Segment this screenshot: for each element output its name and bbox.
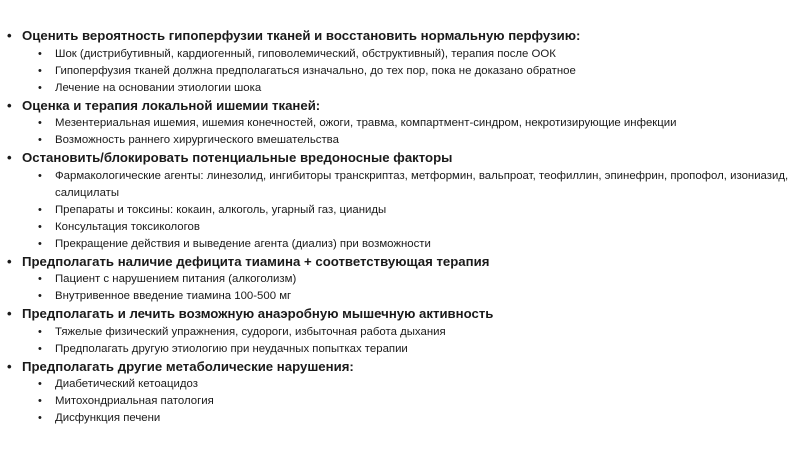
bullet-dot-icon: • — [38, 325, 42, 338]
list-item-text: Лечение на основании этиологии шока — [55, 81, 262, 94]
bullet-dot-icon: • — [38, 117, 42, 129]
list-item — [0, 376, 790, 393]
section-heading-text: Предполагать наличие дефицита тиамина + соответствующая терапия — [22, 253, 490, 269]
bullet-dot-icon: • — [38, 169, 42, 182]
list-item-text: Диабетический кетоацидоз — [55, 378, 198, 390]
list-item — [0, 288, 790, 305]
section-harmful-factors — [0, 149, 800, 253]
list-item — [0, 202, 790, 219]
list-item — [0, 168, 790, 202]
bullet-dot-icon: • — [38, 342, 42, 355]
list-item-text: Фармакологические агенты: линезолид, ингибиторы транскриптаз, метформин, вальпроат, теофиллин, эпинефрин, пропофол, изониазид, салицилаты — [55, 169, 789, 199]
bullet-dot-icon: • — [38, 64, 42, 77]
bullet-dot-icon: • — [38, 378, 42, 390]
section-heading-text: Оценка и терапия локальной ишемии тканей: — [22, 97, 321, 113]
list-item — [0, 219, 790, 236]
list-item-text: Предполагать другую этиологию при неудачных попытках терапии — [55, 342, 408, 355]
section-heading-text: Оценить вероятность гипоперфузии тканей и восстановить нормальную перфузию: — [22, 28, 581, 43]
section-heading — [0, 358, 800, 377]
list-item-text: Пациент с нарушением питания (алкоголизм) — [55, 273, 297, 285]
list-item — [0, 80, 790, 97]
bullet-dot-icon: • — [38, 273, 42, 285]
bullet-dot-icon: • — [38, 134, 42, 146]
list-item-text: Шок (дистрибутивный, кардиогенный, гиповолемический, обструктивный), терапия после ООК — [55, 47, 556, 60]
bullet-dot-icon: • — [38, 395, 42, 407]
section-heading — [0, 97, 800, 116]
list-item — [0, 63, 790, 80]
list-item-text: Прекращение действия и выведение агента (диализ) при возможности — [55, 237, 431, 250]
list-item-text: Внутривенное введение тиамина 100-500 мг — [55, 290, 292, 302]
section-heading-text: Предполагать другие метаболические нарушения: — [22, 358, 354, 374]
section-heading — [0, 305, 800, 324]
list-item — [0, 410, 790, 427]
bullet-dot-icon: • — [38, 237, 42, 250]
bullet-dot-icon: • — [38, 81, 42, 94]
section-local-ischemia — [0, 97, 800, 150]
bullet-dot-icon: • — [7, 358, 12, 374]
list-item — [0, 324, 790, 341]
section-tissue-hypoperfusion — [0, 27, 800, 97]
bullet-dot-icon: • — [7, 28, 12, 43]
list-item — [0, 271, 790, 288]
section-heading-text: Предполагать и лечить возможную анаэробную мышечную активность — [22, 306, 494, 321]
list-item-text: Гипоперфузия тканей должна предполагаться изначально, до тех пор, пока не доказано обратное — [55, 64, 576, 77]
bullet-dot-icon: • — [38, 290, 42, 302]
bullet-outline — [0, 27, 800, 427]
section-anaerobic-activity — [0, 305, 800, 358]
section-heading — [0, 27, 800, 46]
bullet-dot-icon: • — [7, 306, 12, 321]
list-item — [0, 341, 790, 358]
list-item — [0, 115, 790, 132]
bullet-dot-icon: • — [38, 203, 42, 216]
bullet-dot-icon: • — [38, 47, 42, 60]
list-item-text: Митохондриальная патология — [55, 395, 214, 407]
list-item — [0, 132, 790, 149]
section-metabolic-disorders — [0, 358, 800, 428]
section-heading — [0, 253, 800, 272]
list-item-text: Мезентериальная ишемия, ишемия конечностей, ожоги, травма, компартмент-синдром, некротизирующие инфекции — [55, 117, 677, 129]
section-thiamine-deficiency — [0, 253, 800, 306]
section-heading — [0, 149, 800, 168]
list-item — [0, 46, 790, 63]
list-item-text: Тяжелые физический упражнения, судороги, избыточная работа дыхания — [55, 325, 446, 338]
list-item-text: Препараты и токсины: кокаин, алкоголь, угарный газ, цианиды — [55, 203, 387, 216]
list-item-text: Консультация токсикологов — [55, 220, 200, 233]
list-item — [0, 393, 790, 410]
list-item — [0, 236, 790, 253]
section-heading-text: Остановить/блокировать потенциальные вредоносные факторы — [22, 150, 453, 165]
bullet-dot-icon: • — [7, 253, 12, 269]
list-item-text: Дисфункция печени — [55, 412, 161, 424]
list-item-text: Возможность раннего хирургического вмешательства — [55, 134, 339, 146]
bullet-dot-icon: • — [7, 97, 12, 113]
bullet-dot-icon: • — [7, 150, 12, 165]
bullet-dot-icon: • — [38, 220, 42, 233]
bullet-dot-icon: • — [38, 412, 42, 424]
